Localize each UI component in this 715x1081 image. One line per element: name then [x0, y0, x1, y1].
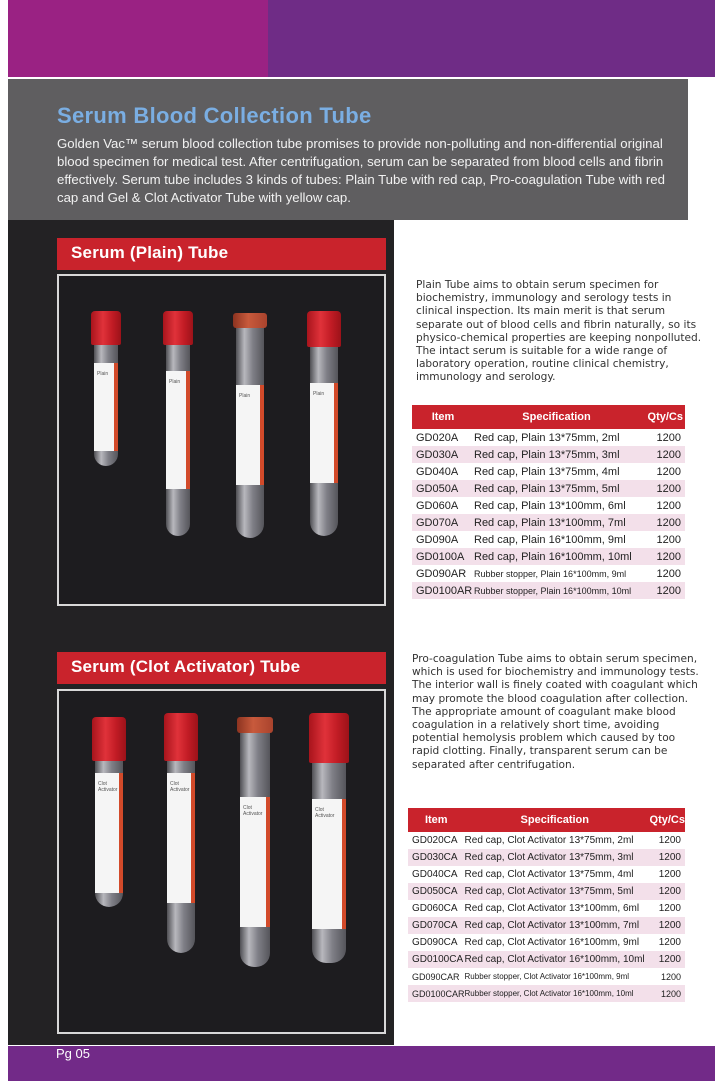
table-row: GD0100CA Red cap, Clot Activator 16*100mm, 10ml 1200 — [408, 951, 685, 968]
intro-panel — [8, 79, 688, 220]
tube-image: Plain — [307, 311, 341, 536]
table-row: GD0100AR Rubber stopper, Plain 16*100mm, 10ml 1200 — [412, 582, 685, 599]
table-row: GD0100CAR Rubber stopper, Clot Activator 16*100mm, 10ml 1200 — [408, 985, 685, 1002]
plain-tube-spec-table — [412, 405, 685, 599]
table-row: GD060A Red cap, Plain 13*100mm, 6ml 1200 — [416, 499, 681, 512]
table-row: GD070CA Red cap, Clot Activator 13*100mm, 7ml 1200 — [408, 917, 685, 934]
clot-activator-description: Pro-coagulation Tube aims to obtain serum specimen, which is used for biochemistry and immunology tests. The interior wall is finely coated with coagulant which may promote the blood coagulation after collection. The appropriate amount of coagulant make blood coagulation in a relatively short time, avoiding potential hemolysis problem which caused by too rapid clotting. Finally, transparent serum can be separated after centrifugation. — [412, 653, 699, 771]
magenta-block — [8, 0, 268, 77]
section-banner-clot-activator: Serum (Clot Activator) Tube — [57, 652, 386, 684]
table-header-row — [408, 808, 685, 832]
table-row: GD020A Red cap, Plain 13*75mm, 2ml 1200 — [416, 431, 681, 444]
table-row: GD040A Red cap, Plain 13*75mm, 4ml 1200 — [416, 465, 681, 478]
table-row: GD090AR Rubber stopper, Plain 16*100mm, 9ml 1200 — [416, 567, 681, 580]
tube-image: Plain — [233, 313, 267, 538]
product-photo-plain-tubes — [57, 274, 386, 606]
table-row: GD0100A Red cap, Plain 16*100mm, 10ml 1200 — [412, 548, 685, 565]
table-row: GD090CA Red cap, Clot Activator 16*100mm, 9ml 1200 — [412, 937, 681, 948]
intro-text: Golden Vac™ serum blood collection tube promises to provide non-polluting and non-differential original blood specimen for medical test. After centrifugation, serum can be separated from blood cells and fibrin effectively. Serum tube includes 3 kinds of tubes: Plain Tube with red cap, Pro-coagulation Tube with red cap and Gel & Clot Activator Tube with yellow cap. — [57, 136, 665, 205]
table-row: GD060CA Red cap, Clot Activator 13*100mm, 6ml 1200 — [412, 903, 681, 914]
tube-image: Clot Activator — [309, 713, 349, 963]
tube-image: Clot Activator — [164, 713, 198, 953]
section-banner-plain: Serum (Plain) Tube — [57, 238, 386, 270]
tube-image: Clot Activator — [237, 717, 273, 967]
tube-image: Plain — [163, 311, 193, 536]
column-header-item: Item — [408, 808, 465, 832]
plain-tube-description: Plain Tube aims to obtain serum specimen for biochemistry, immunology and serology tests in clinical inspection. Its main merit is that serum separate out of blood cells and fibrin naturally, so its physico-chemical properties are keeping nonpolluted. The intact serum is suitable for a wide range of laboratory operation, routine clinical chemistry, immunology and serology. — [416, 279, 702, 384]
column-header-specification: Specification — [465, 808, 645, 832]
table-row: GD070A Red cap, Plain 13*100mm, 7ml 1200 — [412, 514, 685, 531]
tube-image: Clot Activator — [92, 717, 126, 907]
clot-activator-spec-table — [408, 808, 685, 1002]
column-header-qty: Qty/Cs — [639, 405, 685, 429]
column-header-specification: Specification — [474, 405, 639, 429]
table-row: GD040CA Red cap, Clot Activator 13*75mm, 4ml 1200 — [412, 869, 681, 880]
table-row: GD050A Red cap, Plain 13*75mm, 5ml 1200 — [412, 480, 685, 497]
product-photo-clot-activator-tubes — [57, 689, 386, 1034]
tube-image: Plain — [91, 311, 121, 466]
top-color-band — [0, 0, 715, 77]
table-row: GD090CAR Rubber stopper, Clot Activator 16*100mm, 9ml 1200 — [412, 971, 681, 982]
page-footer — [8, 1046, 715, 1081]
table-row: GD050CA Red cap, Clot Activator 13*75mm, 5ml 1200 — [408, 883, 685, 900]
table-row: GD030A Red cap, Plain 13*75mm, 3ml 1200 — [412, 446, 685, 463]
page-number: Pg 05 — [56, 1046, 90, 1061]
page-margin — [0, 0, 8, 77]
table-row: GD090A Red cap, Plain 16*100mm, 9ml 1200 — [416, 533, 681, 546]
page-margin — [0, 1046, 8, 1081]
page-title: Serum Blood Collection Tube — [57, 103, 372, 128]
table-row: GD020CA Red cap, Clot Activator 13*75mm, 2ml 1200 — [412, 835, 681, 846]
column-header-qty: Qty/Cs — [645, 808, 685, 832]
column-header-item: Item — [412, 405, 474, 429]
table-header-row — [412, 405, 685, 429]
table-row: GD030CA Red cap, Clot Activator 13*75mm, 3ml 1200 — [408, 849, 685, 866]
